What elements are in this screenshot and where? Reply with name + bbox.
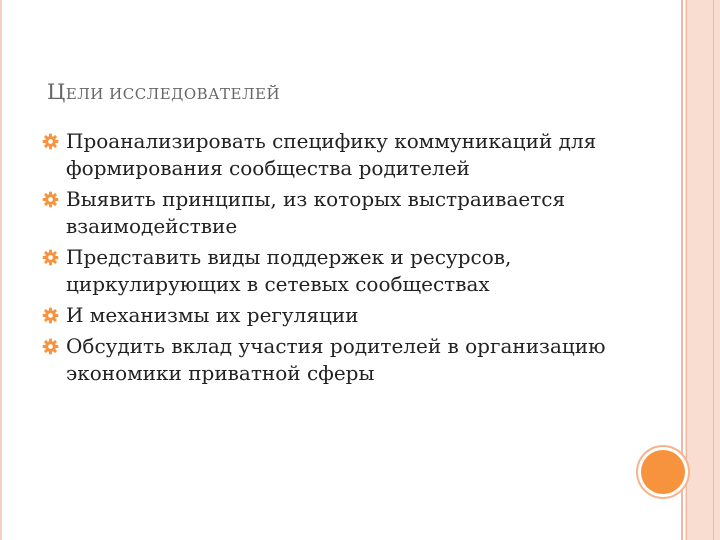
decorative-band — [685, 0, 720, 540]
decorative-stripe — [686, 0, 687, 540]
gear-icon — [42, 191, 59, 208]
list-item — [40, 128, 620, 182]
title-first-letter: Ц — [47, 80, 66, 104]
gear-icon — [42, 307, 59, 324]
decorative-circle — [641, 450, 685, 494]
gear-icon — [42, 249, 59, 266]
slide-title — [47, 80, 280, 104]
list-item — [40, 186, 620, 240]
list-item — [40, 333, 620, 387]
bullet-text: Представить виды поддержек и ресурсов, циркулирующих в сетевых сообществах — [66, 245, 512, 296]
bullet-list — [40, 128, 620, 391]
bullet-text: Выявить принципы, из которых выстраивается взаимодействие — [66, 187, 566, 238]
bullet-text: Проанализировать специфику коммуникаций для формирования сообщества родителей — [66, 129, 597, 180]
bullet-text: Обсудить вклад участия родителей в организацию экономики приватной сферы — [66, 334, 606, 385]
list-item — [40, 244, 620, 298]
bullet-text: И механизмы их регуляции — [66, 303, 359, 327]
gear-icon — [42, 338, 59, 355]
list-item — [40, 302, 620, 329]
title-rest: ЕЛИ ИССЛЕДОВАТЕЛЕЙ — [65, 85, 281, 103]
left-border — [0, 0, 2, 540]
decorative-stripe — [713, 0, 714, 540]
gear-icon — [42, 133, 59, 150]
